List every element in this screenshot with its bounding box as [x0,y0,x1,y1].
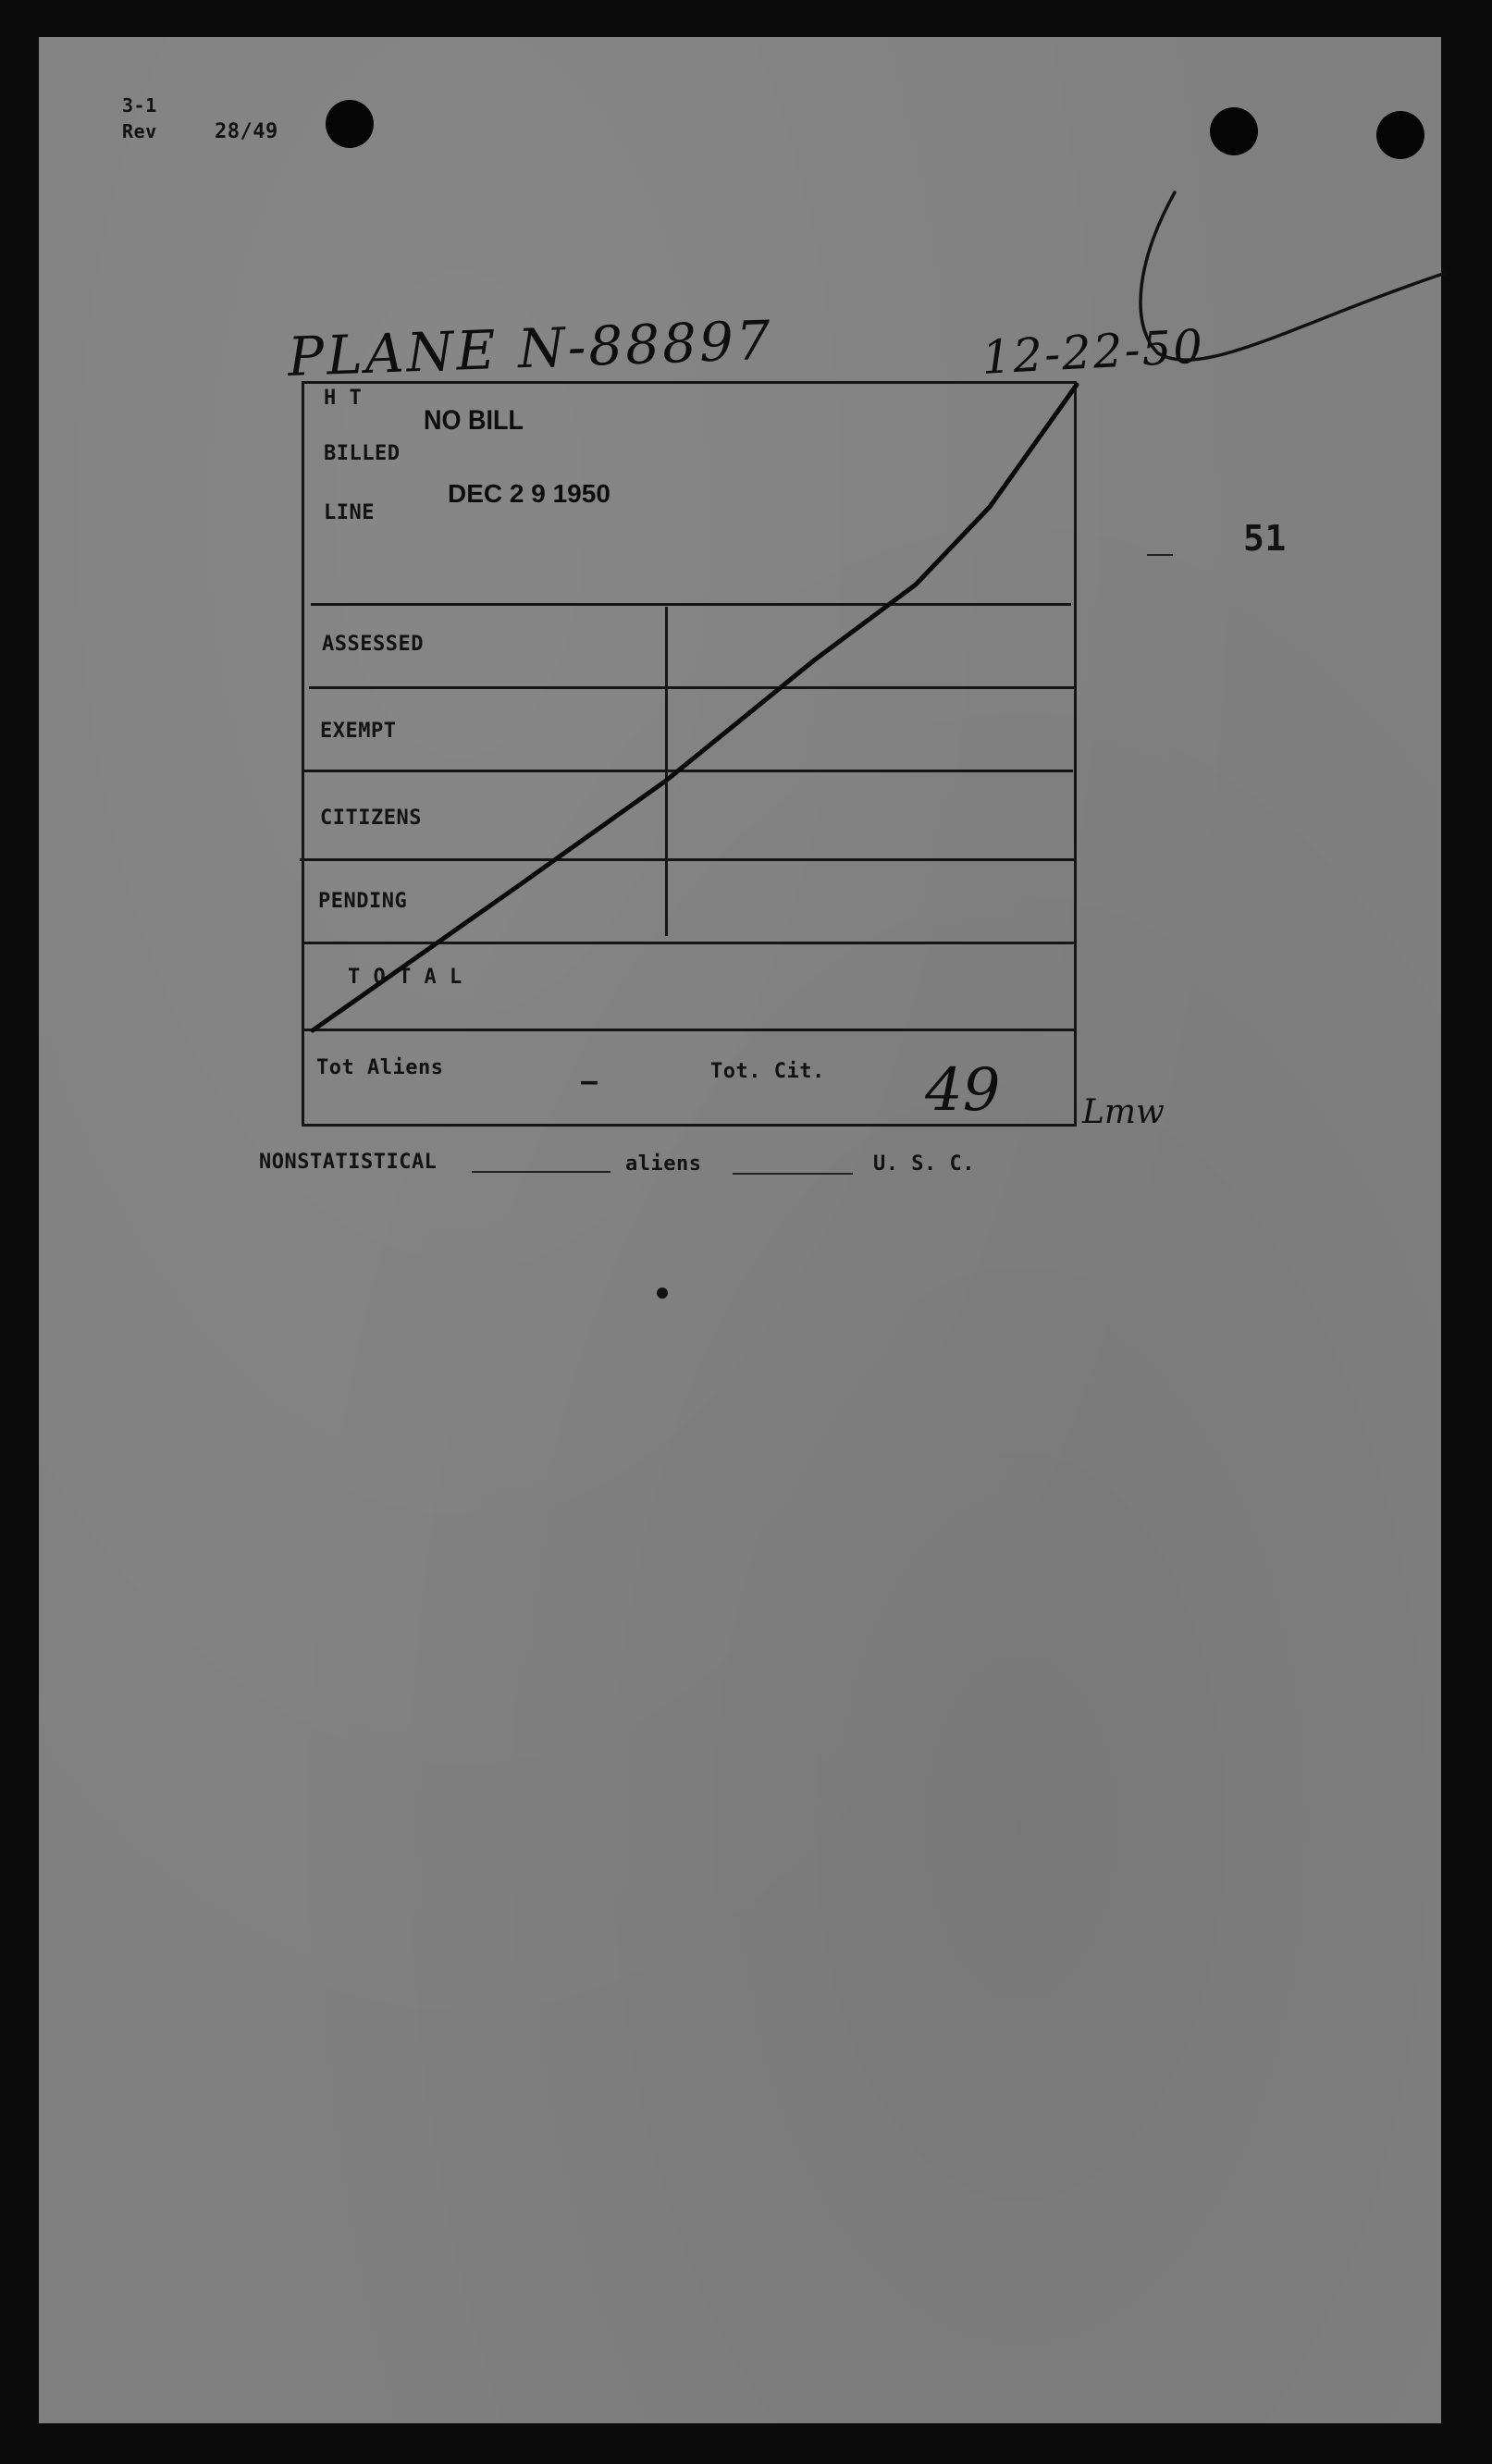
page-number: 51 [1243,518,1287,559]
tot-aliens-label: Tot Aliens [316,1056,444,1079]
tot-cit-handwritten-value: 49 [925,1056,1001,1125]
row-pending-label: PENDING [318,890,408,913]
tot-aliens-value: — [581,1066,598,1098]
form-number: 3-1 [122,94,157,117]
tot-cit-label: Tot. Cit. [710,1060,825,1083]
margin-bracket-curve [1141,192,1443,360]
row-assessed-label: ASSESSED [322,633,424,656]
aliens-label: aliens [625,1152,702,1176]
ht-label: H T [324,387,363,410]
ink-blot [657,1287,668,1299]
date-stamp: DEC 2 9 1950 [448,479,610,508]
no-bill-stamp: NO BILL [424,405,524,436]
diagonal-cancel-line [313,385,1077,1030]
line-label: LINE [324,501,375,524]
handwritten-plane-label: PLANE N-88897 [287,308,774,388]
total-label: T O T A L [348,966,462,989]
handwritten-initials: Lmw [1082,1093,1165,1131]
usc-label: U. S. C. [873,1152,975,1176]
row-citizens-label: CITIZENS [320,807,422,830]
form-revision-prefix: Rev [122,120,157,142]
billed-label: BILLED [324,442,401,465]
nonstatistical-label: NONSTATISTICAL [259,1151,438,1174]
row-exempt-label: EXEMPT [320,720,397,743]
form-revision-date: 28/49 [215,120,278,143]
handwritten-date: 12-22-50 [980,319,1206,385]
